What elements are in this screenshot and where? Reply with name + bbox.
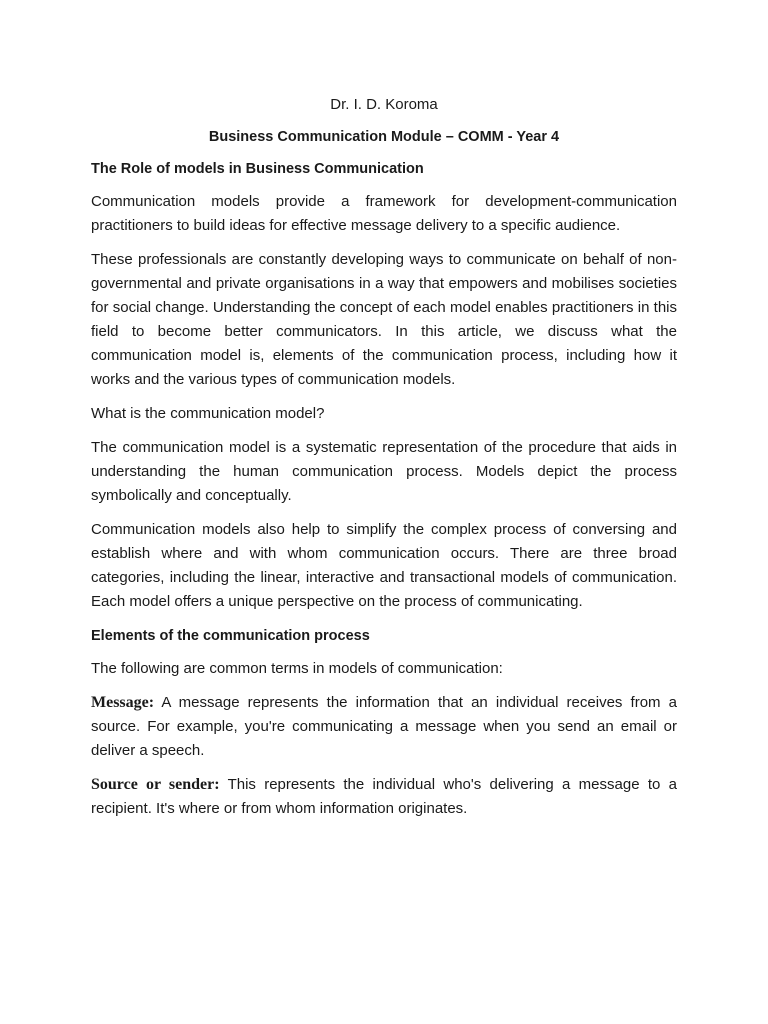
module-title: Business Communication Module – COMM - Year 4	[208, 129, 560, 145]
author-name: Dr. I. D. Koroma	[330, 96, 438, 113]
section-heading-role-of-models: The Role of models in Business Communication	[91, 161, 424, 177]
term-message	[91, 691, 677, 763]
term-message-text: A message represents the information that an individual receives from a source. For example, you're communicating a message when you send an email or deliver a speech.	[91, 694, 677, 759]
paragraph-definition: The communication model is a systematic representation of the procedure that aids in understanding the human communication process. Models depict the process symbolically and conceptually.	[91, 439, 677, 504]
paragraph-intro: Communication models provide a framework for development-communication practitioners to build ideas for effective message delivery to a specific audience.	[91, 193, 677, 234]
paragraph-professionals: These professionals are constantly developing ways to communicate on behalf of non-governmental and private organisations in a way that empowers and mobilises societies for social change. Understanding the concept of each model enables practitioners in this field to become better communicators. In this article, we discuss what the communication model is, elements of the communication process, including how it works and the various types of communication models.	[91, 251, 677, 388]
term-source-label: Source or sender:	[91, 776, 220, 793]
term-source-or-sender	[91, 773, 677, 821]
question-what-is-model: What is the communication model?	[91, 405, 325, 422]
term-source-text: This represents the individual who's delivering a message to a recipient. It's where or from whom information originates.	[91, 776, 677, 817]
paragraph-categories: Communication models also help to simplify the complex process of conversing and establish where and with whom communication occurs. There are three broad categories, including the linear, interactive and transactional models of communication. Each model offers a unique perspective on the process of communicating.	[91, 521, 677, 610]
document-content	[91, 93, 677, 831]
section-heading-elements: Elements of the communication process	[91, 628, 370, 644]
paragraph-terms-intro: The following are common terms in models of communication:	[91, 660, 503, 677]
term-message-label: Message:	[91, 694, 155, 711]
